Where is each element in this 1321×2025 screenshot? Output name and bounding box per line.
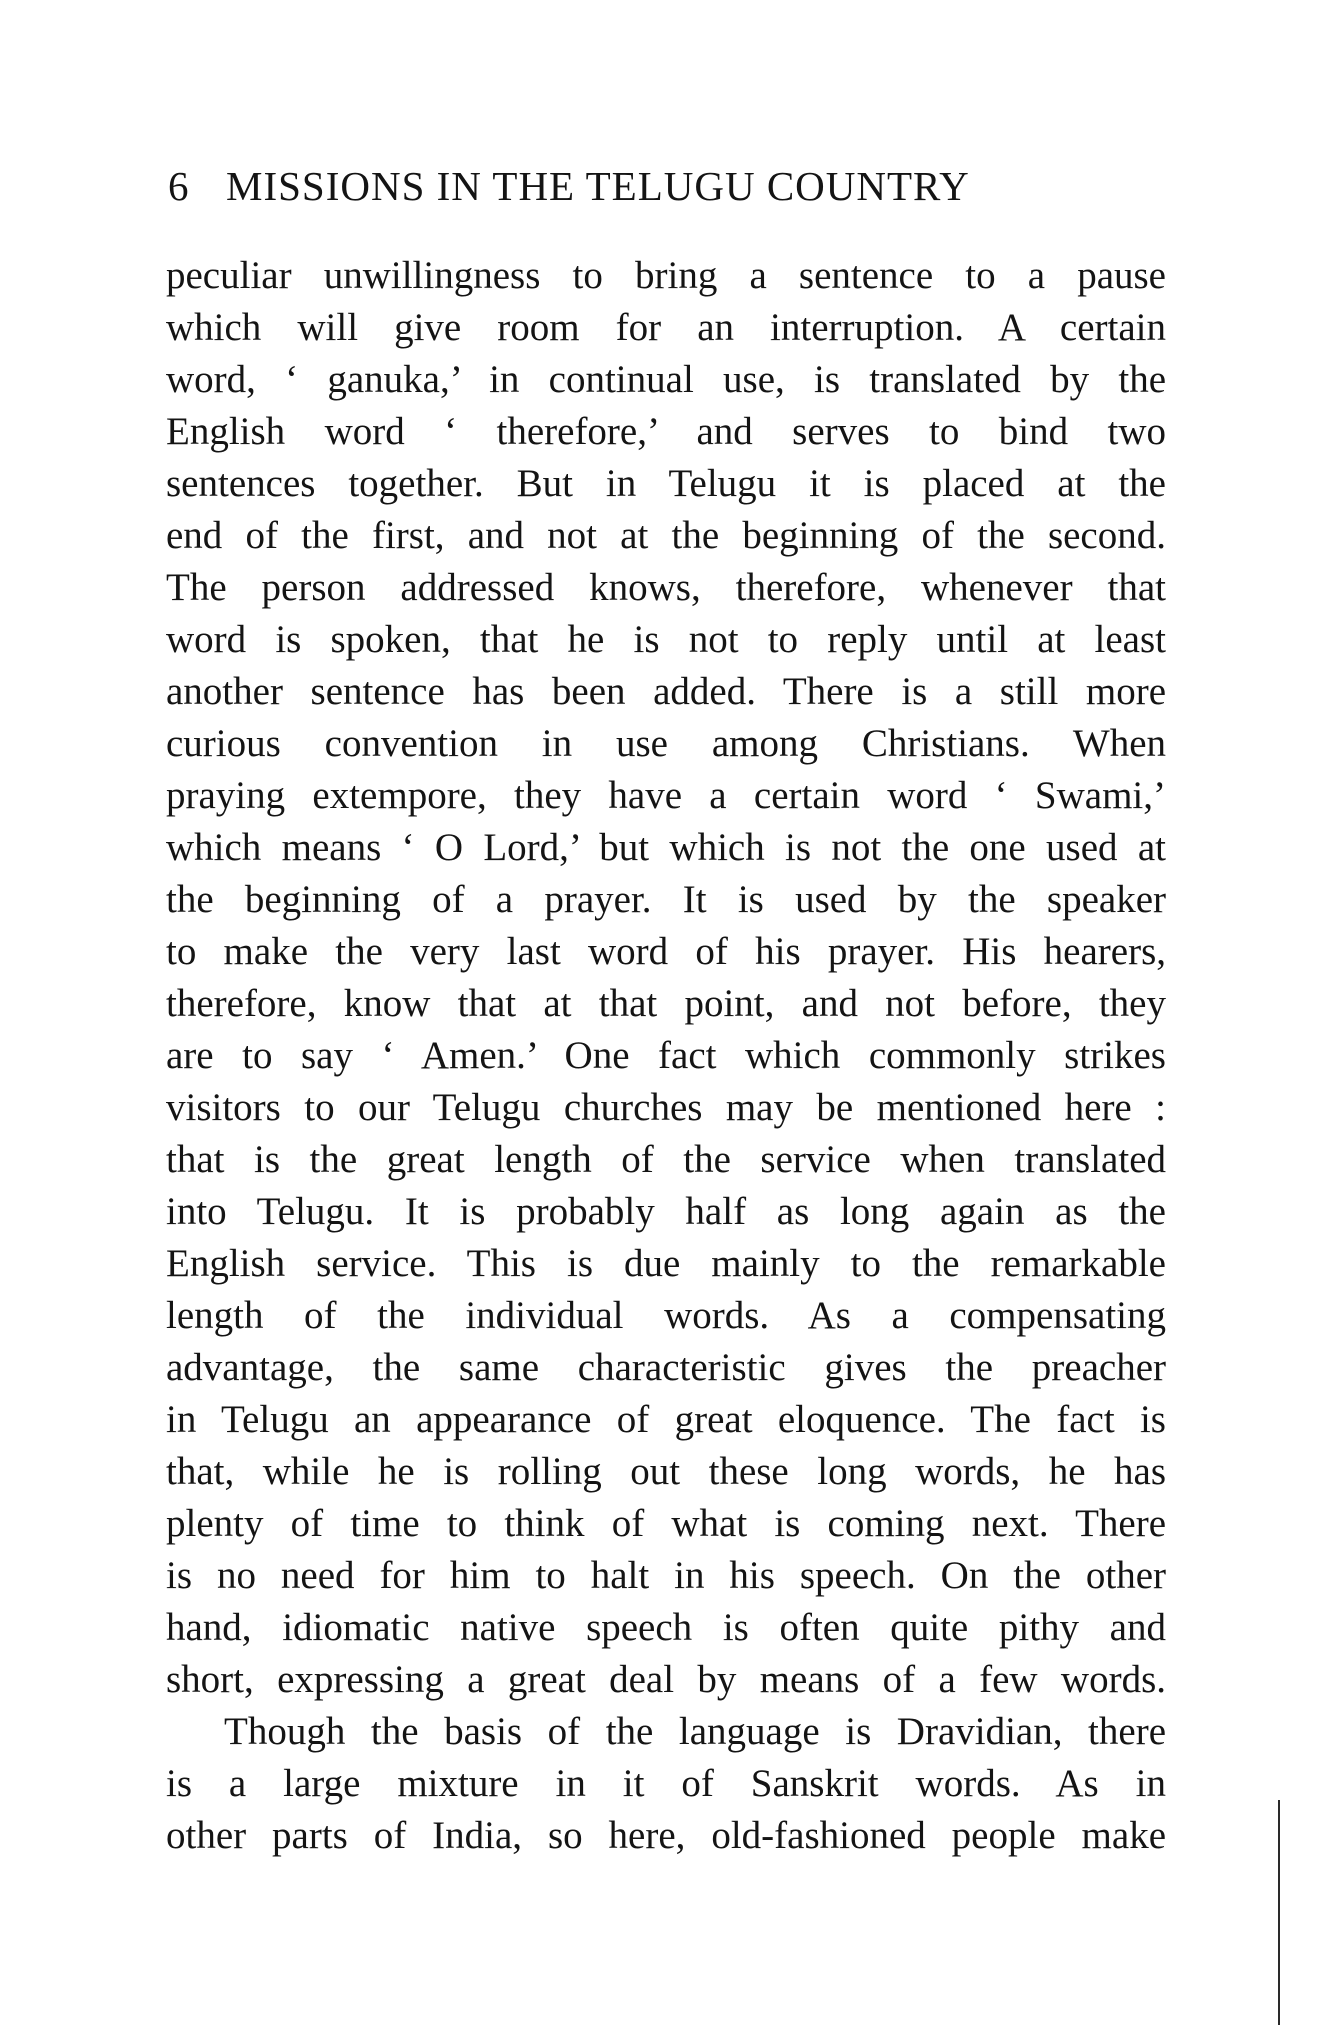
- page-number: 6: [168, 163, 190, 209]
- text-line: therefore, know that at that point, and not before, they: [166, 982, 1166, 1025]
- text-line: short, expressing a great deal by means of a few words.: [166, 1658, 1166, 1701]
- text-line: other parts of India, so here, old-fashioned people make: [166, 1814, 1166, 1857]
- text-line: The person addressed knows, therefore, whenever that: [166, 566, 1166, 609]
- text-line: English word ‘ therefore,’ and serves to bind two: [166, 410, 1166, 453]
- page-edge-line: [1278, 1800, 1280, 2025]
- text-line: Though the basis of the language is Dravidian, there: [224, 1710, 1166, 1753]
- running-head: [168, 162, 1168, 222]
- text-line: are to say ‘ Amen.’ One fact which commonly strikes: [166, 1034, 1166, 1077]
- text-line: that, while he is rolling out these long words, he has: [166, 1450, 1166, 1493]
- text-line: in Telugu an appearance of great eloquence. The fact is: [166, 1398, 1166, 1441]
- body-text: [166, 250, 1166, 1862]
- text-line: plenty of time to think of what is coming next. There: [166, 1502, 1166, 1545]
- text-line: English service. This is due mainly to the remarkable: [166, 1242, 1166, 1285]
- paragraph: [166, 250, 1166, 1706]
- text-line: to make the very last word of his prayer. His hearers,: [166, 930, 1166, 973]
- text-line: the beginning of a prayer. It is used by the speaker: [166, 878, 1166, 921]
- text-line: is no need for him to halt in his speech. On the other: [166, 1554, 1166, 1597]
- text-line: length of the individual words. As a compensating: [166, 1294, 1166, 1337]
- text-line: hand, idiomatic native speech is often quite pithy and: [166, 1606, 1166, 1649]
- paragraph: [166, 1706, 1166, 1862]
- text-line: praying extempore, they have a certain word ‘ Swami,’: [166, 774, 1166, 817]
- text-line: that is the great length of the service when translated: [166, 1138, 1166, 1181]
- text-line: curious convention in use among Christians. When: [166, 722, 1166, 765]
- text-line: end of the first, and not at the beginning of the second.: [166, 514, 1166, 557]
- text-line: word, ‘ ganuka,’ in continual use, is translated by the: [166, 358, 1166, 401]
- text-line: sentences together. But in Telugu it is placed at the: [166, 462, 1166, 505]
- text-line: is a large mixture in it of Sanskrit words. As in: [166, 1762, 1166, 1805]
- text-line: another sentence has been added. There is a still more: [166, 670, 1166, 713]
- text-line: visitors to our Telugu churches may be mentioned here :: [166, 1086, 1166, 1129]
- text-line: which means ‘ O Lord,’ but which is not the one used at: [166, 826, 1166, 869]
- text-line: advantage, the same characteristic gives the preacher: [166, 1346, 1166, 1389]
- text-line: word is spoken, that he is not to reply until at least: [166, 618, 1166, 661]
- text-line: which will give room for an interruption. A certain: [166, 306, 1166, 349]
- text-line: peculiar unwillingness to bring a sentence to a pause: [166, 254, 1166, 297]
- running-title: MISSIONS IN THE TELUGU COUNTRY: [226, 163, 970, 209]
- text-line: into Telugu. It is probably half as long again as the: [166, 1190, 1166, 1233]
